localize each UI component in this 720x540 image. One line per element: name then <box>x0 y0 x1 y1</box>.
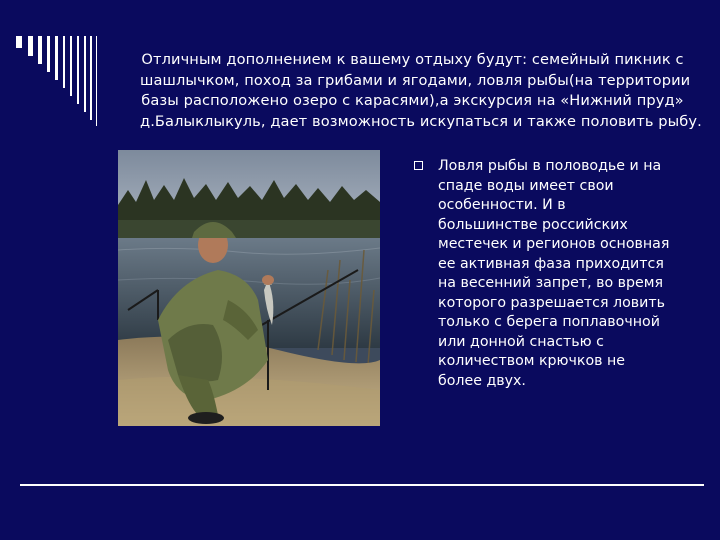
bullet-line: количеством крючков не <box>438 353 625 369</box>
bullet-line: большинстве российских <box>438 216 628 233</box>
bullet-line: ее активная фаза приходится <box>438 255 664 272</box>
bullet-line: Ловля рыбы в половодье и на <box>438 158 662 174</box>
decor-bar <box>16 36 22 48</box>
decor-bar <box>70 36 72 96</box>
bullet-line: более двух. <box>438 372 526 389</box>
decor-bar <box>84 36 86 112</box>
bottom-divider <box>20 484 704 486</box>
decor-bar <box>90 36 92 120</box>
decor-bar <box>96 36 97 126</box>
bullet-line: спаде воды имеет свои <box>438 177 614 194</box>
slide-title <box>140 50 702 132</box>
title-line: Отличным дополнением к вашему отдыху будут: семейный пикник с <box>141 51 684 68</box>
bullet-text <box>438 157 688 391</box>
bullet-line: или донной снастью с <box>438 333 604 350</box>
decor-bar <box>38 36 42 64</box>
title-line: д.Балыклыкуль, дает возможность искупаться и также половить рыбу. <box>140 112 702 130</box>
decor-bar <box>63 36 65 88</box>
decor-bar <box>77 36 79 104</box>
title-line: базы расположено озеро с карасями),а экскурсия на «Нижний пруд» <box>141 92 684 109</box>
bullet-line: на весенний запрет, во время <box>438 275 664 291</box>
decorative-bars <box>16 36 146 126</box>
photo-illustration <box>118 150 380 426</box>
bullet-line: особенности. И в <box>438 197 566 213</box>
hollow-square-bullet-icon <box>414 161 423 170</box>
title-line: шашлычком, поход за грибами и ягодами, ловля рыбы(на территории <box>140 71 691 89</box>
fisherman-photo <box>118 150 380 426</box>
decor-bar <box>28 36 33 56</box>
decor-bar <box>55 36 58 80</box>
bullet-line: которого разрешается ловить <box>438 294 665 311</box>
bullet-line: только с берега поплавочной <box>438 314 660 330</box>
bullet-line: местечек и регионов основная <box>438 236 670 252</box>
decor-bar <box>47 36 50 72</box>
